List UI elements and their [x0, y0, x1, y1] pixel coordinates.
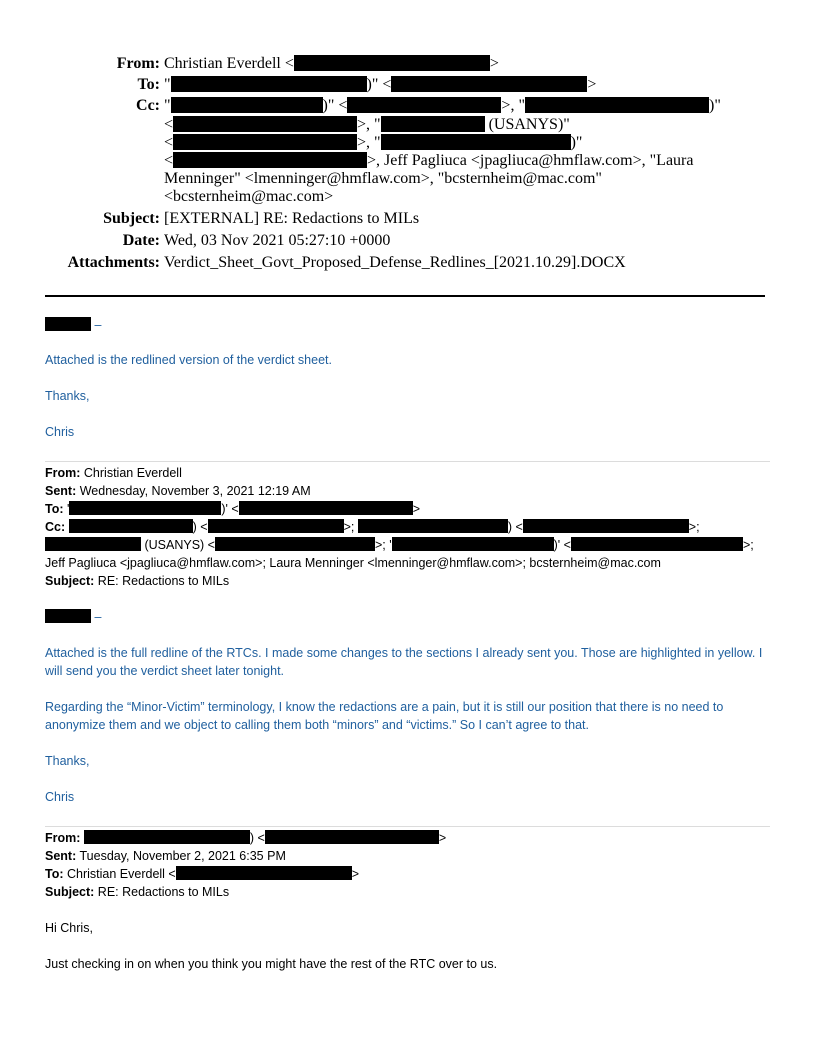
attachments-label: Attachments: [67, 254, 160, 271]
subject-value: [EXTERNAL] RE: Redactions to MILs [164, 210, 420, 227]
cc-line-4: < >, Jeff Pagliuca <jpagliuca@hmflaw.com>, "Laura [164, 152, 694, 169]
quote1-signature: Chris [45, 790, 75, 804]
redaction-block [381, 116, 485, 132]
redaction-block [171, 76, 367, 92]
redaction-block [208, 519, 344, 533]
cc-line-5: Menninger" <lmenninger@hmflaw.com>, "bcsternheim@mac.com" [164, 170, 602, 187]
quote1-to: To: ' )' < > [45, 502, 421, 516]
redaction-block [523, 519, 689, 533]
redaction-block [45, 537, 141, 551]
from-name: Christian Everdell < [164, 55, 294, 72]
msg1-body: Attached is the redlined version of the verdict sheet. [45, 353, 332, 367]
subject-label: Subject: [103, 210, 160, 227]
redaction-block [525, 97, 709, 113]
redaction-block [84, 830, 250, 844]
quote1-thanks: Thanks, [45, 754, 90, 768]
redaction-block [358, 519, 508, 533]
from-value: Christian Everdell < > [164, 55, 499, 72]
redaction-block [391, 76, 587, 92]
header-divider [45, 295, 765, 297]
quote-divider [45, 826, 770, 827]
redaction-block [294, 55, 490, 71]
redaction-block [45, 317, 91, 331]
to-value: " )" < > [164, 76, 597, 93]
quote2-to: To: Christian Everdell < > [45, 867, 360, 881]
cc-line-1: " )" < >, " )" [164, 97, 721, 114]
quote1-subject: Subject: RE: Redactions to MILs [45, 574, 230, 588]
quote2-body: Just checking in on when you think you might have the rest of the RTC over to us. [45, 957, 498, 971]
date-value: Wed, 03 Nov 2021 05:27:10 +0000 [164, 232, 391, 249]
quote1-paragraph-2: Regarding the “Minor-Victim” terminology, I know the redactions are a pain, but it is still our position that there is no need to anonymize them and we object to calling them both “minors” and “victims.” So I can’t agree to that. [45, 700, 724, 732]
quote2-sent: Sent: Tuesday, November 2, 2021 6:35 PM [45, 849, 286, 863]
quote-divider [45, 461, 770, 462]
redaction-block [69, 519, 193, 533]
email-header [0, 0, 816, 280]
cc-line-6: <bcsternheim@mac.com> [164, 188, 334, 205]
redaction-block [347, 97, 501, 113]
quote1-cc: Cc: ) < >; ) < >; [45, 520, 700, 534]
from-label: From: [116, 55, 160, 72]
redaction-block [173, 152, 367, 168]
to-label: To: [137, 76, 160, 93]
quote2-subject: Subject: RE: Redactions to MILs [45, 885, 230, 899]
redaction-block [173, 134, 357, 150]
redaction-block [45, 609, 91, 623]
redaction-block [381, 134, 571, 150]
quote1-paragraph-1: Attached is the full redline of the RTCs. I made some changes to the sections I already sent you. Those are highlighted in yellow. I will send you the verdict sheet later tonight. [45, 646, 763, 678]
redaction-block [171, 97, 323, 113]
quote2-greeting: Hi Chris, [45, 921, 93, 935]
quote1-salutation: – [45, 608, 101, 626]
redaction-block [176, 866, 352, 880]
redaction-block [392, 537, 554, 551]
quote1-cc-line-2: (USANYS) < >; ' )' < >; [45, 536, 754, 554]
msg1-thanks: Thanks, [45, 389, 90, 403]
redaction-block [239, 501, 413, 515]
quote2-from: From: ) < > [45, 831, 447, 845]
cc-line-2: < >, " (USANYS)" [164, 116, 570, 133]
msg1-signature: Chris [45, 425, 75, 439]
cc-label: Cc: [136, 97, 160, 114]
cc-line-3: < >, " )" [164, 134, 583, 151]
attachment-link[interactable]: Verdict_Sheet_Govt_Proposed_Defense_Redlines_[2021.10.29].DOCX [164, 254, 626, 271]
redaction-block [173, 116, 357, 132]
quote1-sent: Sent: Wednesday, November 3, 2021 12:19 AM [45, 484, 311, 498]
quote1-cc-line-3: Jeff Pagliuca <jpagliuca@hmflaw.com>; Laura Menninger <lmenninger@hmflaw.com>; bcsternheim@mac.com [45, 556, 661, 570]
redaction-block [215, 537, 375, 551]
redaction-block [571, 537, 743, 551]
date-label: Date: [122, 232, 160, 249]
redaction-block [265, 830, 439, 844]
quote1-from: From: Christian Everdell [45, 466, 182, 480]
msg1-salutation: – [45, 316, 101, 334]
redaction-block [69, 501, 221, 515]
